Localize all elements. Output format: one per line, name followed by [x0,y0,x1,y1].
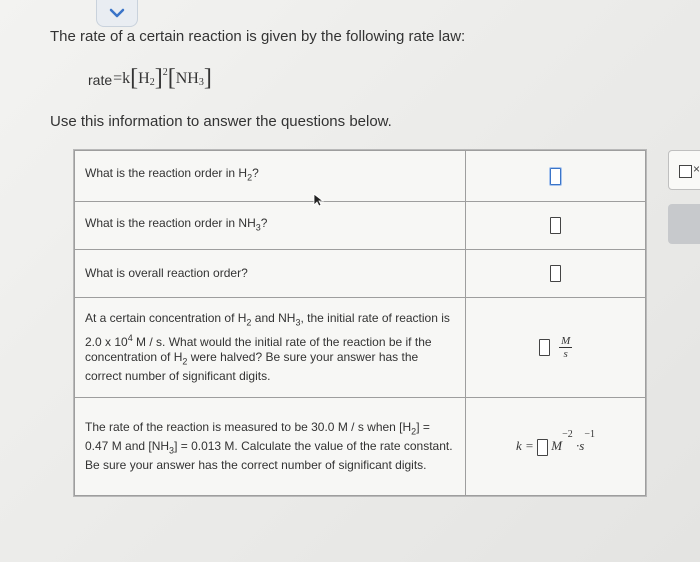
answer-box-overall-order[interactable] [550,265,561,282]
instruction-text: Use this information to answer the questions below. [50,113,392,130]
answer-box-h2-order[interactable] [550,168,561,185]
times-icon: × [693,162,700,176]
rate-label: rate [88,72,113,88]
question-h2-order: What is the reaction order in $H_2$? [75,151,466,202]
mouse-cursor-icon [313,193,325,207]
question-overall-order: What is overall reaction order? [75,250,466,298]
table-row [75,151,646,202]
table-row [75,298,646,398]
question-rate-constant: The rate of the reaction is measured to be 30.0 M / s when $[H_2] = 0.47$ M and $[NH_3] = 0.013$ M. Calculate the value of the rate constant. Be sure your answer has the correct number of significant digits. [75,398,466,496]
table-row [75,202,646,250]
question-prompt: The rate of a certain reaction is given by the following rate law: [50,28,466,45]
species-h: H [138,70,150,87]
answer-box-rate-constant[interactable] [537,439,548,456]
answer-box-halved-rate[interactable] [539,339,550,356]
side-button[interactable] [668,204,700,244]
collapse-tab[interactable] [96,0,138,27]
answer-box-nh3-order[interactable] [550,217,561,234]
rate-constant-expression: $k = M^{-2} \cdot s^{-1}$ [516,438,595,453]
rate-law-equation: rate = k [ H $_2$ ] $^2$ [ NH $_3$ ] [88,65,212,91]
equals-sign: = [113,70,123,87]
questions-table [74,150,646,496]
checkbox-icon[interactable] [679,165,692,178]
species-nh: NH [175,70,199,87]
rate-constant: k [122,70,131,87]
question-halved-rate: At a certain concentration of $H_2$ and $NH_3$, the initial rate of reaction is 2.0 x $10^4$ M / s. What would the initial rate of the reaction be if the concentration of $H_2$ were halved? Be sure your answer has the correct number of significant digits. [75,298,466,398]
table-row [75,398,646,496]
unit-m-per-s: $\frac{M}{s}$ [561,335,571,360]
question-nh3-order: What is the reaction order in $NH_3$? [75,202,466,250]
h2-exponent: 2 [162,67,168,78]
chevron-down-icon [109,8,125,18]
table-row [75,250,646,298]
side-checkbox-panel[interactable] [668,150,700,190]
